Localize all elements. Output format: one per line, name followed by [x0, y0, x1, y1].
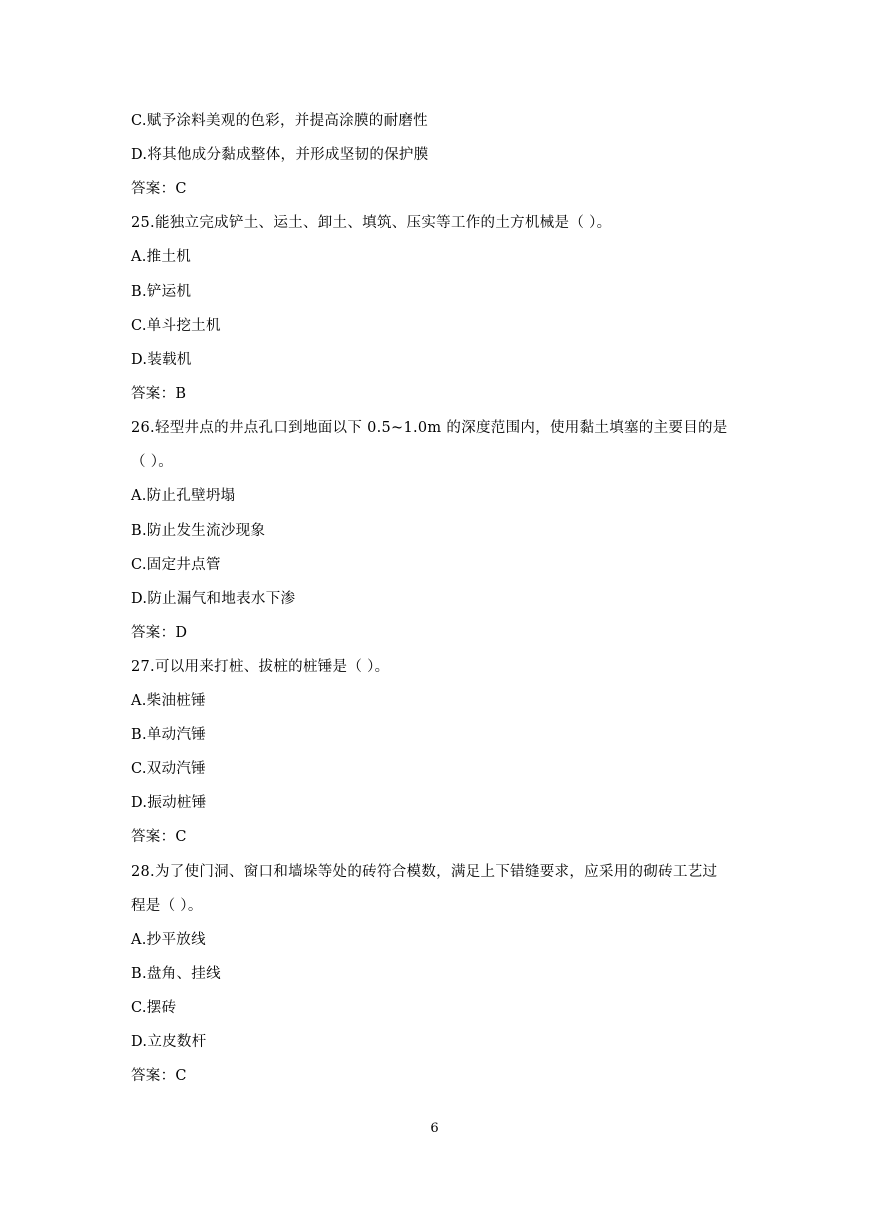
answer: 答案：B	[131, 386, 187, 402]
option-d: D.振动桩锤	[131, 795, 207, 811]
option-c: C.固定井点管	[131, 557, 221, 573]
answer: 答案：D	[131, 625, 188, 641]
question-stem-line2: 程是（ ）。	[131, 898, 203, 914]
option-c: C.赋予涂料美观的色彩，并提高涂膜的耐磨性	[131, 113, 428, 129]
question-stem: 27.可以用来打桩、拔桩的桩锤是（ ）。	[131, 659, 390, 675]
question-stem-line2: （ ）。	[131, 454, 174, 470]
option-c: C.摆砖	[131, 1000, 177, 1016]
option-b: B.铲运机	[131, 284, 192, 300]
option-b: B.单动汽锤	[131, 727, 207, 743]
answer: 答案：C	[131, 829, 187, 845]
answer: 答案：C	[131, 1068, 187, 1084]
option-c: C.双动汽锤	[131, 761, 206, 777]
option-d: D.装载机	[131, 352, 192, 368]
option-c: C.单斗挖土机	[131, 318, 221, 334]
option-d: D.立皮数杆	[131, 1034, 207, 1050]
option-a: A.柴油桩锤	[131, 693, 206, 709]
option-a: A.抄平放线	[131, 932, 206, 948]
option-a: A.推土机	[131, 249, 192, 265]
question-stem-line1: 28.为了使门洞、窗口和墙垛等处的砖符合模数，满足上下错缝要求，应采用的砌砖工艺过	[131, 864, 718, 880]
answer: 答案：C	[131, 181, 187, 197]
question-stem: 25.能独立完成铲土、运土、卸土、填筑、压实等工作的土方机械是（ ）。	[131, 215, 612, 231]
option-d: D.防止漏气和地表水下渗	[131, 591, 296, 607]
option-b: B.防止发生流沙现象	[131, 523, 266, 539]
option-d: D.将其他成分黏成整体，并形成坚韧的保护膜	[131, 147, 429, 163]
page-number: 6	[430, 1121, 439, 1136]
option-a: A.防止孔壁坍塌	[131, 488, 236, 504]
option-b: B.盘角、挂线	[131, 966, 221, 982]
question-stem-line1: 26.轻型井点的井点孔口到地面以下 0.5~1.0m 的深度范围内，使用黏土填塞的主要目的是	[131, 420, 728, 436]
